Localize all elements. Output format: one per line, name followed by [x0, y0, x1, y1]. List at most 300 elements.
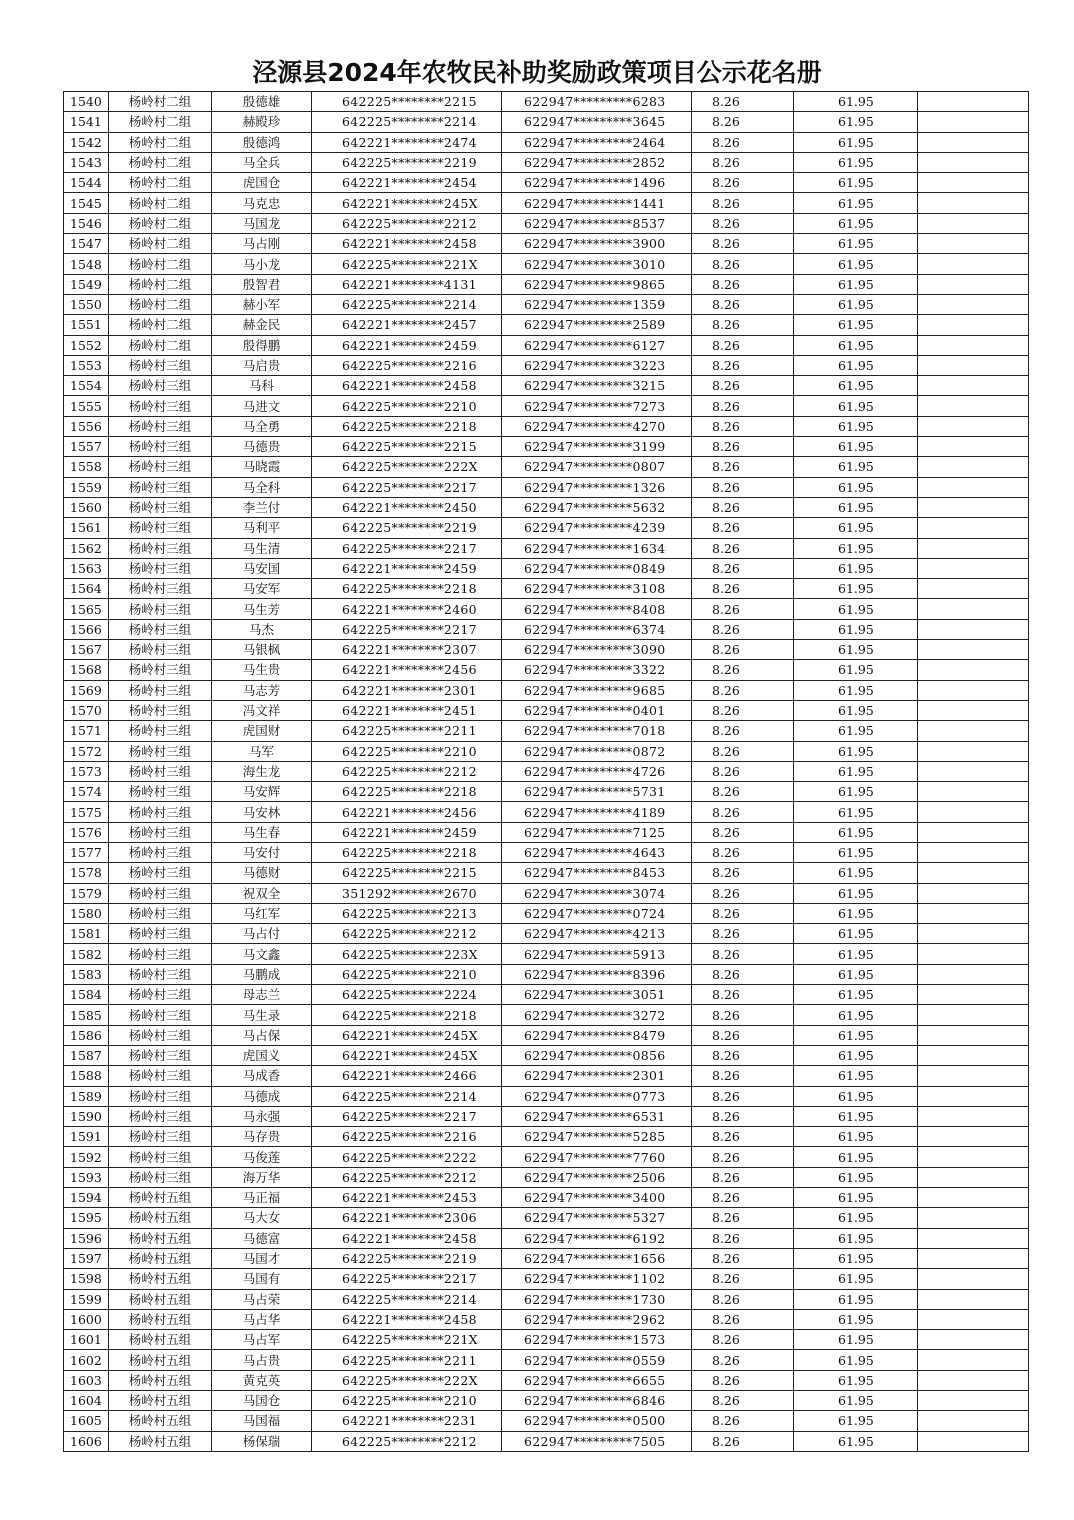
- id-number-cell: 642221********2458: [312, 376, 502, 396]
- remark-cell: [918, 1228, 1029, 1248]
- subsidy-amount-cell: 61.95: [794, 1269, 918, 1289]
- name-cell: 马杰: [212, 619, 312, 639]
- remark-cell: [918, 700, 1029, 720]
- bank-account-cell: 622947*********3645: [502, 112, 692, 132]
- subsidy-standard-cell: 8.26: [692, 254, 794, 274]
- table-row: [64, 1086, 1029, 1106]
- village-group-cell: 杨岭村三组: [109, 437, 212, 457]
- name-cell: 马俊莲: [212, 1147, 312, 1167]
- table-row: [64, 903, 1029, 923]
- bank-account-cell: 622947*********0849: [502, 558, 692, 578]
- table-row: [64, 152, 1029, 172]
- subsidy-standard-cell: 8.26: [692, 538, 794, 558]
- village-group-cell: 杨岭村二组: [109, 132, 212, 152]
- subsidy-amount-cell: 61.95: [794, 335, 918, 355]
- village-group-cell: 杨岭村三组: [109, 1147, 212, 1167]
- subsidy-standard-cell: 8.26: [692, 619, 794, 639]
- remark-cell: [918, 1289, 1029, 1309]
- subsidy-standard-cell: 8.26: [692, 985, 794, 1005]
- subsidy-amount-cell: 61.95: [794, 518, 918, 538]
- bank-account-cell: 622947*********6192: [502, 1228, 692, 1248]
- seq-number-cell: 1577: [64, 842, 109, 862]
- village-group-cell: 杨岭村二组: [109, 152, 212, 172]
- subsidy-standard-cell: 8.26: [692, 863, 794, 883]
- subsidy-standard-cell: 8.26: [692, 457, 794, 477]
- seq-number-cell: 1552: [64, 335, 109, 355]
- remark-cell: [918, 1147, 1029, 1167]
- table-row: [64, 1208, 1029, 1228]
- subsidy-standard-cell: 8.26: [692, 782, 794, 802]
- name-cell: 殷德雄: [212, 92, 312, 112]
- bank-account-cell: 622947*********3215: [502, 376, 692, 396]
- remark-cell: [918, 1188, 1029, 1208]
- subsidy-amount-cell: 61.95: [794, 903, 918, 923]
- id-number-cell: 642221********245X: [312, 193, 502, 213]
- id-number-cell: 642225********2217: [312, 1106, 502, 1126]
- seq-number-cell: 1567: [64, 640, 109, 660]
- subsidy-amount-cell: 61.95: [794, 1086, 918, 1106]
- remark-cell: [918, 558, 1029, 578]
- name-cell: 马鹏成: [212, 964, 312, 984]
- subsidy-amount-cell: 61.95: [794, 112, 918, 132]
- name-cell: 马占刚: [212, 234, 312, 254]
- bank-account-cell: 622947*********1573: [502, 1330, 692, 1350]
- name-cell: 马安付: [212, 842, 312, 862]
- bank-account-cell: 622947*********3010: [502, 254, 692, 274]
- subsidy-amount-cell: 61.95: [794, 619, 918, 639]
- subsidy-amount-cell: 61.95: [794, 1045, 918, 1065]
- id-number-cell: 642221********2301: [312, 680, 502, 700]
- name-cell: 殷德鸿: [212, 132, 312, 152]
- subsidy-standard-cell: 8.26: [692, 112, 794, 132]
- remark-cell: [918, 863, 1029, 883]
- table-row: [64, 1431, 1029, 1451]
- id-number-cell: 642221********2450: [312, 497, 502, 517]
- subsidy-amount-cell: 61.95: [794, 842, 918, 862]
- remark-cell: [918, 1309, 1029, 1329]
- subsidy-amount-cell: 61.95: [794, 802, 918, 822]
- id-number-cell: 642225********2211: [312, 1350, 502, 1370]
- village-group-cell: 杨岭村三组: [109, 1066, 212, 1086]
- id-number-cell: 642225********222X: [312, 457, 502, 477]
- village-group-cell: 杨岭村五组: [109, 1431, 212, 1451]
- subsidy-amount-cell: 61.95: [794, 1005, 918, 1025]
- name-cell: 马全科: [212, 477, 312, 497]
- village-group-cell: 杨岭村二组: [109, 234, 212, 254]
- seq-number-cell: 1597: [64, 1248, 109, 1268]
- remark-cell: [918, 1248, 1029, 1268]
- subsidy-standard-cell: 8.26: [692, 1248, 794, 1268]
- remark-cell: [918, 1086, 1029, 1106]
- remark-cell: [918, 1330, 1029, 1350]
- village-group-cell: 杨岭村三组: [109, 640, 212, 660]
- name-cell: 马大女: [212, 1208, 312, 1228]
- name-cell: 马生贵: [212, 660, 312, 680]
- name-cell: 马安国: [212, 558, 312, 578]
- subsidy-standard-cell: 8.26: [692, 1330, 794, 1350]
- subsidy-standard-cell: 8.26: [692, 680, 794, 700]
- seq-number-cell: 1540: [64, 92, 109, 112]
- seq-number-cell: 1589: [64, 1086, 109, 1106]
- village-group-cell: 杨岭村三组: [109, 660, 212, 680]
- subsidy-amount-cell: 61.95: [794, 457, 918, 477]
- subsidy-amount-cell: 61.95: [794, 863, 918, 883]
- subsidy-amount-cell: 61.95: [794, 92, 918, 112]
- subsidy-amount-cell: 61.95: [794, 924, 918, 944]
- subsidy-amount-cell: 61.95: [794, 254, 918, 274]
- seq-number-cell: 1592: [64, 1147, 109, 1167]
- name-cell: 马生录: [212, 1005, 312, 1025]
- remark-cell: [918, 944, 1029, 964]
- subsidy-amount-cell: 61.95: [794, 274, 918, 294]
- name-cell: 赫小军: [212, 294, 312, 314]
- bank-account-cell: 622947*********2301: [502, 1066, 692, 1086]
- subsidy-standard-cell: 8.26: [692, 741, 794, 761]
- subsidy-standard-cell: 8.26: [692, 437, 794, 457]
- bank-account-cell: 622947*********4189: [502, 802, 692, 822]
- name-cell: 马正福: [212, 1188, 312, 1208]
- name-cell: 马进文: [212, 396, 312, 416]
- id-number-cell: 642221********2454: [312, 173, 502, 193]
- seq-number-cell: 1563: [64, 558, 109, 578]
- id-number-cell: 642225********2218: [312, 416, 502, 436]
- seq-number-cell: 1561: [64, 518, 109, 538]
- subsidy-amount-cell: 61.95: [794, 294, 918, 314]
- remark-cell: [918, 1350, 1029, 1370]
- village-group-cell: 杨岭村三组: [109, 822, 212, 842]
- subsidy-amount-cell: 61.95: [794, 1025, 918, 1045]
- subsidy-amount-cell: 61.95: [794, 152, 918, 172]
- bank-account-cell: 622947*********4270: [502, 416, 692, 436]
- remark-cell: [918, 112, 1029, 132]
- subsidy-standard-cell: 8.26: [692, 274, 794, 294]
- subsidy-amount-cell: 61.95: [794, 741, 918, 761]
- subsidy-standard-cell: 8.26: [692, 376, 794, 396]
- id-number-cell: 642221********2474: [312, 132, 502, 152]
- remark-cell: [918, 822, 1029, 842]
- subsidy-amount-cell: 61.95: [794, 1066, 918, 1086]
- name-cell: 马占付: [212, 924, 312, 944]
- subsidy-standard-cell: 8.26: [692, 152, 794, 172]
- remark-cell: [918, 1208, 1029, 1228]
- seq-number-cell: 1586: [64, 1025, 109, 1045]
- remark-cell: [918, 335, 1029, 355]
- subsidy-amount-cell: 61.95: [794, 1309, 918, 1329]
- name-cell: 马军: [212, 741, 312, 761]
- name-cell: 马志芳: [212, 680, 312, 700]
- bank-account-cell: 622947*********0773: [502, 1086, 692, 1106]
- subsidy-amount-cell: 61.95: [794, 964, 918, 984]
- remark-cell: [918, 924, 1029, 944]
- seq-number-cell: 1565: [64, 599, 109, 619]
- village-group-cell: 杨岭村五组: [109, 1228, 212, 1248]
- table-row: [64, 640, 1029, 660]
- id-number-cell: 642225********2212: [312, 924, 502, 944]
- name-cell: 马生芳: [212, 599, 312, 619]
- bank-account-cell: 622947*********0559: [502, 1350, 692, 1370]
- subsidy-amount-cell: 61.95: [794, 396, 918, 416]
- table-row: [64, 1025, 1029, 1045]
- village-group-cell: 杨岭村三组: [109, 761, 212, 781]
- village-group-cell: 杨岭村三组: [109, 497, 212, 517]
- subsidy-standard-cell: 8.26: [692, 883, 794, 903]
- remark-cell: [918, 538, 1029, 558]
- subsidy-standard-cell: 8.26: [692, 903, 794, 923]
- remark-cell: [918, 1167, 1029, 1187]
- id-number-cell: 642225********2222: [312, 1147, 502, 1167]
- table-row: [64, 883, 1029, 903]
- village-group-cell: 杨岭村三组: [109, 721, 212, 741]
- village-group-cell: 杨岭村三组: [109, 538, 212, 558]
- subsidy-standard-cell: 8.26: [692, 558, 794, 578]
- name-cell: 马安军: [212, 579, 312, 599]
- id-number-cell: 642225********2224: [312, 985, 502, 1005]
- subsidy-amount-cell: 61.95: [794, 1330, 918, 1350]
- name-cell: 马国有: [212, 1269, 312, 1289]
- bank-account-cell: 622947*********3322: [502, 660, 692, 680]
- id-number-cell: 642221********2458: [312, 1228, 502, 1248]
- remark-cell: [918, 721, 1029, 741]
- id-number-cell: 642221********2306: [312, 1208, 502, 1228]
- seq-number-cell: 1606: [64, 1431, 109, 1451]
- seq-number-cell: 1569: [64, 680, 109, 700]
- table-row: [64, 924, 1029, 944]
- id-number-cell: 642221********4131: [312, 274, 502, 294]
- subsidy-amount-cell: 61.95: [794, 1431, 918, 1451]
- name-cell: 马国才: [212, 1248, 312, 1268]
- remark-cell: [918, 782, 1029, 802]
- table-row: [64, 396, 1029, 416]
- seq-number-cell: 1544: [64, 173, 109, 193]
- remark-cell: [918, 640, 1029, 660]
- seq-number-cell: 1576: [64, 822, 109, 842]
- subsidy-amount-cell: 61.95: [794, 1411, 918, 1431]
- village-group-cell: 杨岭村三组: [109, 579, 212, 599]
- name-cell: 冯文祥: [212, 700, 312, 720]
- subsidy-amount-cell: 61.95: [794, 558, 918, 578]
- seq-number-cell: 1575: [64, 802, 109, 822]
- bank-account-cell: 622947*********4239: [502, 518, 692, 538]
- bank-account-cell: 622947*********6531: [502, 1106, 692, 1126]
- subsidy-standard-cell: 8.26: [692, 1208, 794, 1228]
- id-number-cell: 642221********245X: [312, 1045, 502, 1065]
- bank-account-cell: 622947*********4213: [502, 924, 692, 944]
- remark-cell: [918, 1391, 1029, 1411]
- seq-number-cell: 1568: [64, 660, 109, 680]
- roster-body: [64, 92, 1029, 1452]
- subsidy-amount-cell: 61.95: [794, 315, 918, 335]
- subsidy-standard-cell: 8.26: [692, 1086, 794, 1106]
- village-group-cell: 杨岭村五组: [109, 1370, 212, 1390]
- subsidy-amount-cell: 61.95: [794, 234, 918, 254]
- bank-account-cell: 622947*********8537: [502, 213, 692, 233]
- name-cell: 虎国仓: [212, 173, 312, 193]
- table-row: [64, 193, 1029, 213]
- id-number-cell: 642225********2215: [312, 863, 502, 883]
- subsidy-standard-cell: 8.26: [692, 234, 794, 254]
- remark-cell: [918, 234, 1029, 254]
- id-number-cell: 642225********2214: [312, 294, 502, 314]
- name-cell: 马成香: [212, 1066, 312, 1086]
- subsidy-standard-cell: 8.26: [692, 822, 794, 842]
- village-group-cell: 杨岭村五组: [109, 1350, 212, 1370]
- village-group-cell: 杨岭村三组: [109, 599, 212, 619]
- seq-number-cell: 1559: [64, 477, 109, 497]
- village-group-cell: 杨岭村三组: [109, 985, 212, 1005]
- subsidy-standard-cell: 8.26: [692, 396, 794, 416]
- bank-account-cell: 622947*********0807: [502, 457, 692, 477]
- bank-account-cell: 622947*********0856: [502, 1045, 692, 1065]
- name-cell: 马存贵: [212, 1127, 312, 1147]
- name-cell: 马启贵: [212, 355, 312, 375]
- seq-number-cell: 1602: [64, 1350, 109, 1370]
- subsidy-amount-cell: 61.95: [794, 538, 918, 558]
- seq-number-cell: 1603: [64, 1370, 109, 1390]
- subsidy-standard-cell: 8.26: [692, 1025, 794, 1045]
- bank-account-cell: 622947*********0401: [502, 700, 692, 720]
- seq-number-cell: 1580: [64, 903, 109, 923]
- bank-account-cell: 622947*********2589: [502, 315, 692, 335]
- bank-account-cell: 622947*********6846: [502, 1391, 692, 1411]
- seq-number-cell: 1585: [64, 1005, 109, 1025]
- id-number-cell: 642225********2219: [312, 152, 502, 172]
- name-cell: 马德成: [212, 1086, 312, 1106]
- table-row: [64, 1289, 1029, 1309]
- subsidy-amount-cell: 61.95: [794, 376, 918, 396]
- id-number-cell: 642225********2212: [312, 1431, 502, 1451]
- name-cell: 赫金民: [212, 315, 312, 335]
- subsidy-standard-cell: 8.26: [692, 315, 794, 335]
- subsidy-standard-cell: 8.26: [692, 1167, 794, 1187]
- id-number-cell: 351292********2670: [312, 883, 502, 903]
- id-number-cell: 642225********2214: [312, 1289, 502, 1309]
- table-row: [64, 1228, 1029, 1248]
- seq-number-cell: 1560: [64, 497, 109, 517]
- table-row: [64, 132, 1029, 152]
- village-group-cell: 杨岭村三组: [109, 1127, 212, 1147]
- village-group-cell: 杨岭村二组: [109, 173, 212, 193]
- bank-account-cell: 622947*********5731: [502, 782, 692, 802]
- subsidy-standard-cell: 8.26: [692, 761, 794, 781]
- seq-number-cell: 1548: [64, 254, 109, 274]
- name-cell: 赫殿珍: [212, 112, 312, 132]
- bank-account-cell: 622947*********8479: [502, 1025, 692, 1045]
- subsidy-amount-cell: 61.95: [794, 355, 918, 375]
- subsidy-amount-cell: 61.95: [794, 132, 918, 152]
- subsidy-standard-cell: 8.26: [692, 924, 794, 944]
- remark-cell: [918, 1045, 1029, 1065]
- seq-number-cell: 1600: [64, 1309, 109, 1329]
- seq-number-cell: 1562: [64, 538, 109, 558]
- village-group-cell: 杨岭村三组: [109, 416, 212, 436]
- name-cell: 马国福: [212, 1411, 312, 1431]
- bank-account-cell: 622947*********2852: [502, 152, 692, 172]
- bank-account-cell: 622947*********4726: [502, 761, 692, 781]
- table-row: [64, 1005, 1029, 1025]
- subsidy-standard-cell: 8.26: [692, 1127, 794, 1147]
- village-group-cell: 杨岭村五组: [109, 1269, 212, 1289]
- subsidy-amount-cell: 61.95: [794, 660, 918, 680]
- seq-number-cell: 1601: [64, 1330, 109, 1350]
- name-cell: 祝双全: [212, 883, 312, 903]
- seq-number-cell: 1554: [64, 376, 109, 396]
- subsidy-standard-cell: 8.26: [692, 1289, 794, 1309]
- remark-cell: [918, 1411, 1029, 1431]
- subsidy-amount-cell: 61.95: [794, 1391, 918, 1411]
- table-row: [64, 700, 1029, 720]
- name-cell: 虎国财: [212, 721, 312, 741]
- remark-cell: [918, 437, 1029, 457]
- subsidy-standard-cell: 8.26: [692, 355, 794, 375]
- remark-cell: [918, 883, 1029, 903]
- table-row: [64, 1350, 1029, 1370]
- id-number-cell: 642225********2219: [312, 518, 502, 538]
- seq-number-cell: 1541: [64, 112, 109, 132]
- village-group-cell: 杨岭村三组: [109, 477, 212, 497]
- subsidy-standard-cell: 8.26: [692, 599, 794, 619]
- subsidy-standard-cell: 8.26: [692, 579, 794, 599]
- seq-number-cell: 1604: [64, 1391, 109, 1411]
- id-number-cell: 642221********2458: [312, 234, 502, 254]
- remark-cell: [918, 173, 1029, 193]
- village-group-cell: 杨岭村三组: [109, 1005, 212, 1025]
- village-group-cell: 杨岭村三组: [109, 1106, 212, 1126]
- seq-number-cell: 1550: [64, 294, 109, 314]
- subsidy-amount-cell: 61.95: [794, 640, 918, 660]
- subsidy-standard-cell: 8.26: [692, 1309, 794, 1329]
- remark-cell: [918, 903, 1029, 923]
- subsidy-amount-cell: 61.95: [794, 1370, 918, 1390]
- id-number-cell: 642225********2213: [312, 903, 502, 923]
- id-number-cell: 642221********2457: [312, 315, 502, 335]
- id-number-cell: 642221********2307: [312, 640, 502, 660]
- table-row: [64, 558, 1029, 578]
- table-row: [64, 1167, 1029, 1187]
- bank-account-cell: 622947*********3051: [502, 985, 692, 1005]
- name-cell: 殷得鹏: [212, 335, 312, 355]
- remark-cell: [918, 1066, 1029, 1086]
- table-row: [64, 335, 1029, 355]
- name-cell: 马生春: [212, 822, 312, 842]
- remark-cell: [918, 680, 1029, 700]
- bank-account-cell: 622947*********0724: [502, 903, 692, 923]
- subsidy-standard-cell: 8.26: [692, 1045, 794, 1065]
- name-cell: 马国龙: [212, 213, 312, 233]
- id-number-cell: 642225********2214: [312, 112, 502, 132]
- bank-account-cell: 622947*********3090: [502, 640, 692, 660]
- village-group-cell: 杨岭村五组: [109, 1248, 212, 1268]
- id-number-cell: 642221********2231: [312, 1411, 502, 1431]
- table-row: [64, 782, 1029, 802]
- subsidy-amount-cell: 61.95: [794, 822, 918, 842]
- id-number-cell: 642221********2459: [312, 822, 502, 842]
- subsidy-amount-cell: 61.95: [794, 477, 918, 497]
- village-group-cell: 杨岭村二组: [109, 294, 212, 314]
- subsidy-standard-cell: 8.26: [692, 1228, 794, 1248]
- bank-account-cell: 622947*********0500: [502, 1411, 692, 1431]
- table-row: [64, 599, 1029, 619]
- table-row: [64, 1330, 1029, 1350]
- village-group-cell: 杨岭村三组: [109, 376, 212, 396]
- subsidy-amount-cell: 61.95: [794, 213, 918, 233]
- village-group-cell: 杨岭村三组: [109, 1086, 212, 1106]
- subsidy-standard-cell: 8.26: [692, 1147, 794, 1167]
- bank-account-cell: 622947*********3900: [502, 234, 692, 254]
- name-cell: 马生清: [212, 538, 312, 558]
- subsidy-standard-cell: 8.26: [692, 721, 794, 741]
- table-row: [64, 1370, 1029, 1390]
- table-row: [64, 234, 1029, 254]
